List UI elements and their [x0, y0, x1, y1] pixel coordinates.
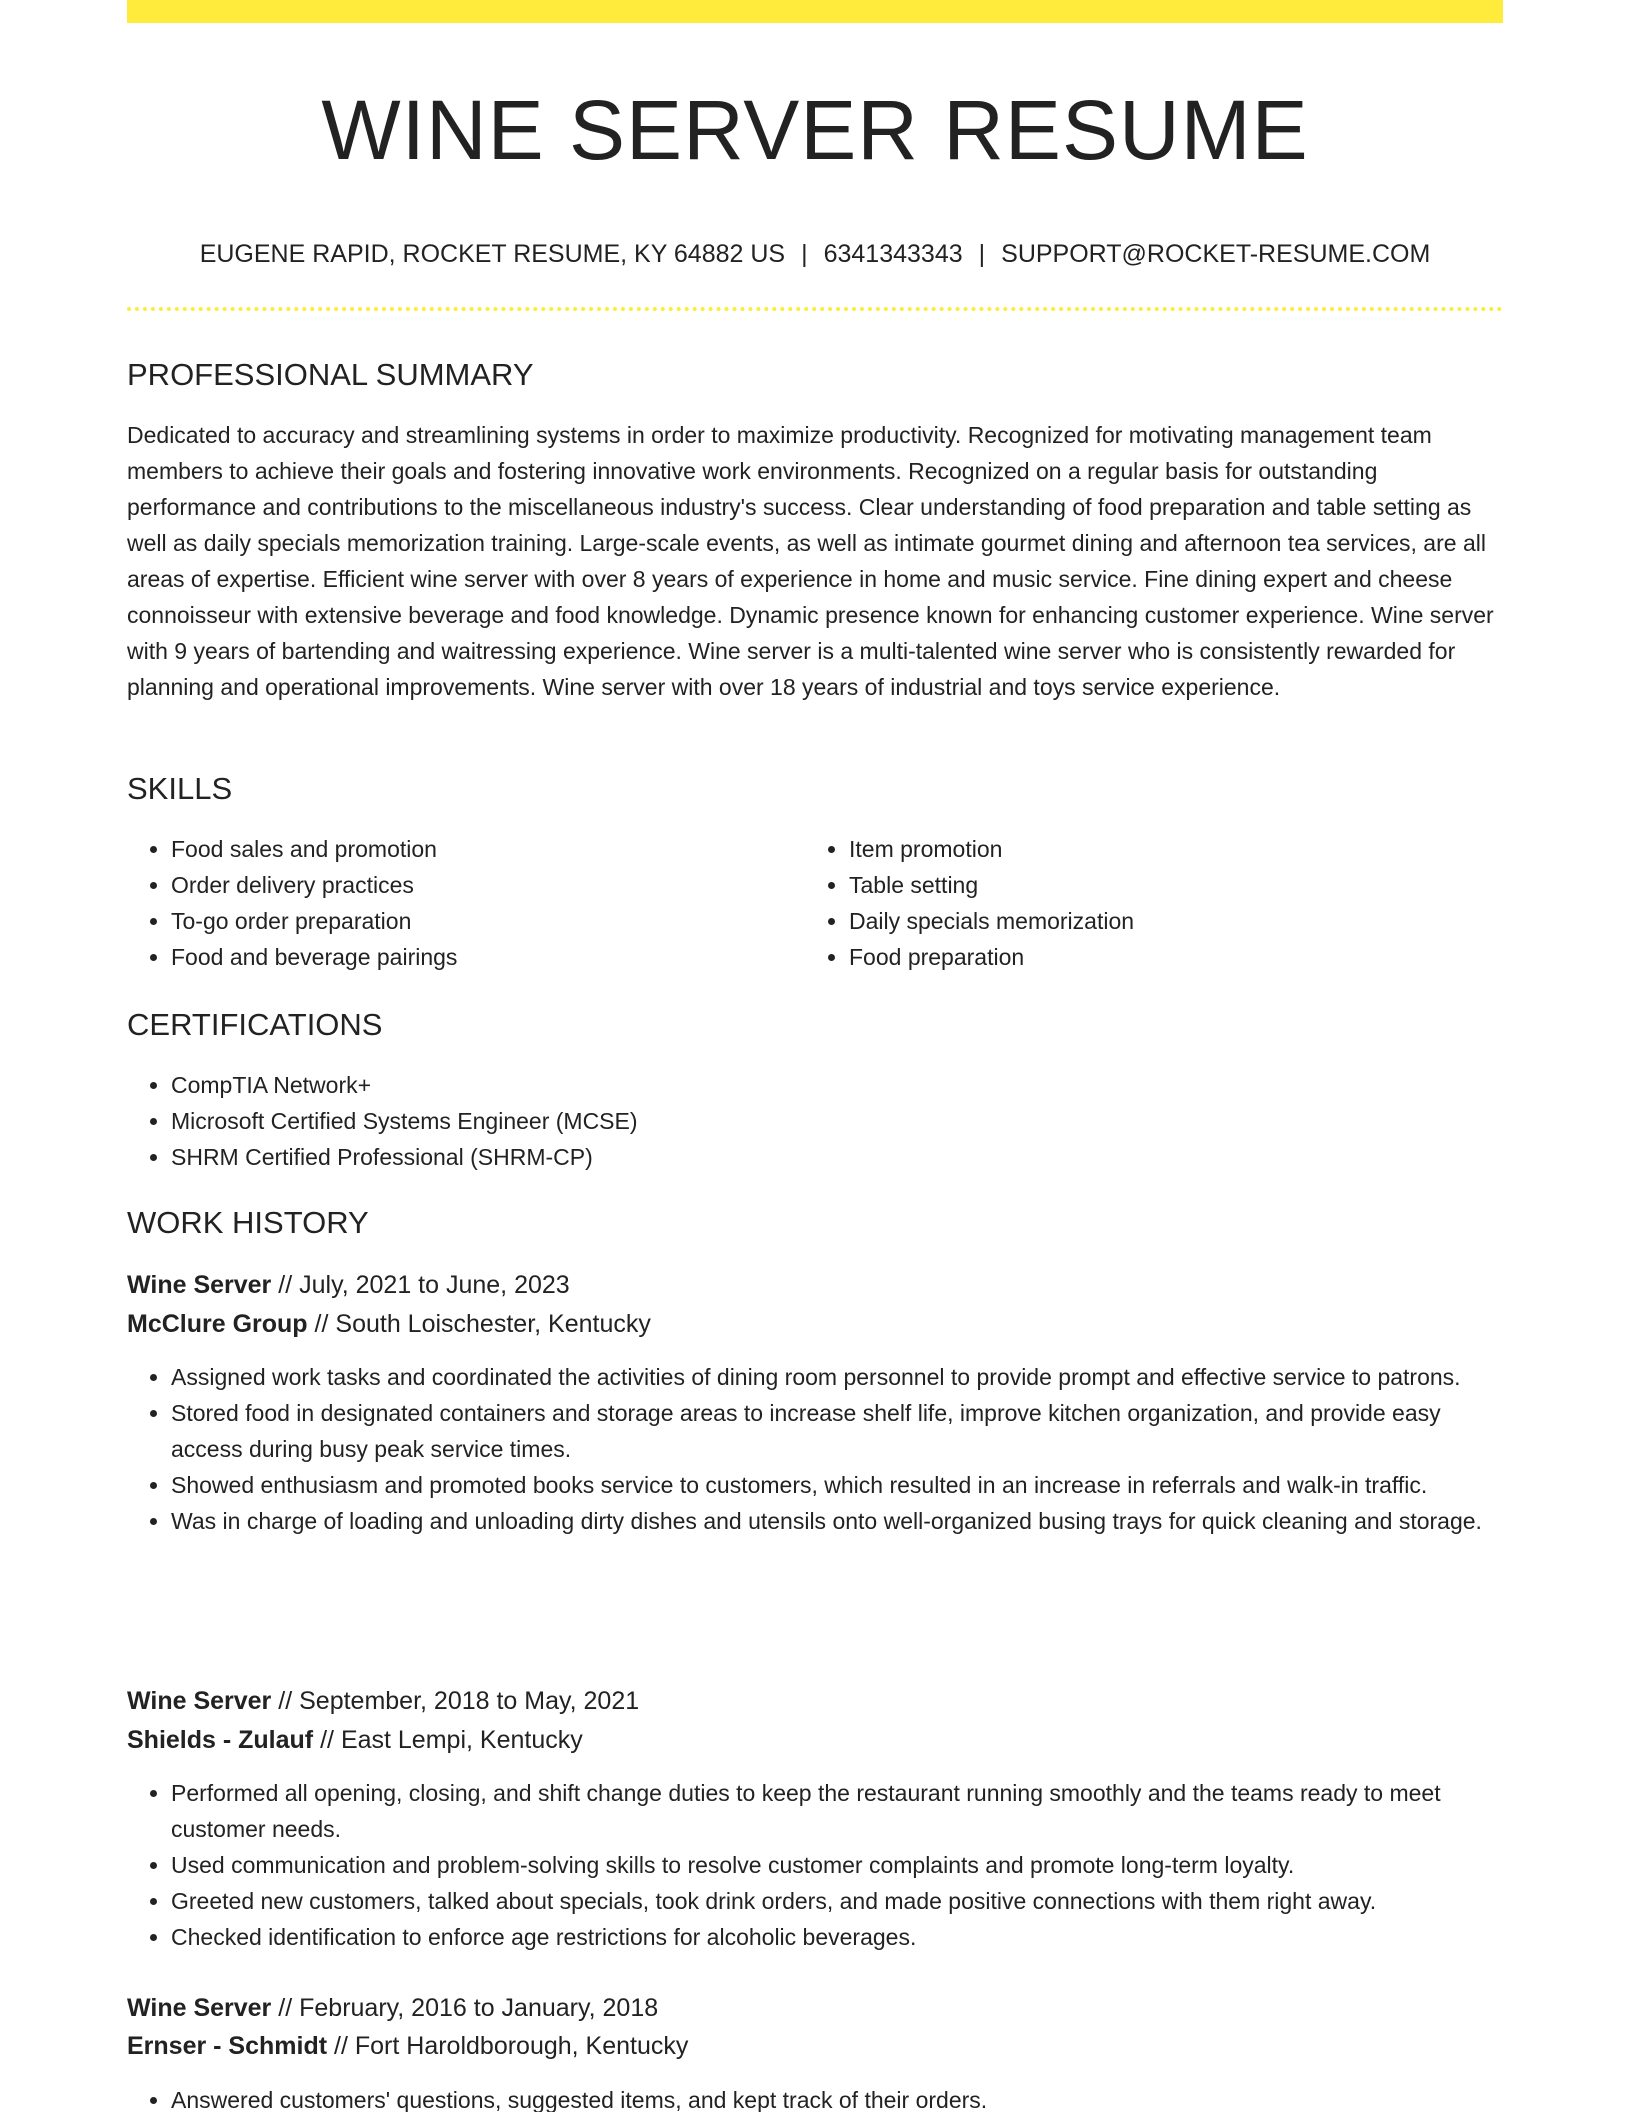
- job-bullet: • Assigned work tasks and coordinated the activities of dining room personnel to provide prompt and effective service to patrons.: [171, 1359, 1503, 1395]
- dotted-divider: [127, 307, 1503, 311]
- job-separator: //: [334, 2032, 348, 2060]
- skill-item: • Table setting: [849, 867, 1499, 903]
- skill-item: • Daily specials memorization: [849, 903, 1499, 939]
- work-history-heading: WORK HISTORY: [127, 1205, 369, 1240]
- summary-heading: PROFESSIONAL SUMMARY: [127, 357, 534, 392]
- certifications-list: [127, 1067, 1503, 1175]
- skill-item: • Order delivery practices: [171, 867, 801, 903]
- job-dates: July, 2021 to June, 2023: [299, 1271, 570, 1299]
- job-dates: February, 2016 to January, 2018: [299, 1994, 659, 2022]
- contact-phone: 6341343343: [823, 240, 963, 268]
- job-separator: //: [320, 1726, 334, 1754]
- job-title: Wine Server: [127, 1271, 272, 1299]
- job-title-line: [127, 1267, 570, 1303]
- resume-title: WINE SERVER RESUME: [321, 83, 1309, 177]
- contact-separator: |: [978, 240, 986, 268]
- job-bullet: • Answered customers' questions, suggested items, and kept track of their orders.: [171, 2082, 1503, 2112]
- job-title-line: [127, 1990, 658, 2026]
- skills-list-left: [127, 831, 801, 975]
- job-bullets: [127, 1359, 1503, 1539]
- skills-list-right: [805, 831, 1499, 975]
- skill-item: • Item promotion: [849, 831, 1499, 867]
- job-company: Shields - Zulauf: [127, 1726, 314, 1754]
- summary-text: Dedicated to accuracy and streamlining systems in order to maximize productivity. Recognized for motivating management team members to achieve their goals and fostering innovative work environments. Recognized on a regular basis for outstanding performance and contributions to the miscellaneous industry's success. Clear understanding of food preparation and table setting as well as daily specials memorization training. Large-scale events, as well as intimate gourmet dining and afternoon tea services, are all areas of expertise. Efficient wine server with over 8 years of experience in home and music service. Fine dining expert and cheese connoisseur with extensive beverage and food knowledge. Dynamic presence known for enhancing customer experience. Wine server with 9 years of bartending and waitressing experience. Wine server is a multi-talented wine server who is consistently rewarded for planning and operational improvements. Wine server with over 18 years of industrial and toys service experience.: [127, 422, 1494, 700]
- job-location: Fort Haroldborough, Kentucky: [354, 2032, 689, 2060]
- job-bullet: • Stored food in designated containers and storage areas to increase shelf life, improve kitchen organization, and provide easy access during busy peak service times.: [171, 1395, 1503, 1467]
- skill-item: • To-go order preparation: [171, 903, 801, 939]
- job-dates: September, 2018 to May, 2021: [299, 1687, 640, 1715]
- contact-line: [127, 238, 1503, 270]
- certification-item: • Microsoft Certified Systems Engineer (MCSE): [171, 1103, 1503, 1139]
- job-bullet: • Was in charge of loading and unloading dirty dishes and utensils onto well-organized busing trays for quick cleaning and storage.: [171, 1503, 1503, 1539]
- job-company-line: [127, 2028, 688, 2064]
- contact-address: EUGENE RAPID, ROCKET RESUME, KY 64882 US: [199, 240, 786, 268]
- job-title: Wine Server: [127, 1994, 272, 2022]
- contact-email: SUPPORT@ROCKET-RESUME.COM: [1001, 240, 1431, 268]
- job-bullets: [127, 1775, 1503, 1955]
- job-company-line: [127, 1722, 583, 1758]
- certification-item: • SHRM Certified Professional (SHRM-CP): [171, 1139, 1503, 1175]
- job-bullets: [127, 2082, 1503, 2112]
- job-bullet: • Checked identification to enforce age restrictions for alcoholic beverages.: [171, 1919, 1503, 1955]
- accent-top-bar: [127, 0, 1503, 23]
- certification-item: • CompTIA Network+: [171, 1067, 1503, 1103]
- job-bullet: • Greeted new customers, talked about specials, took drink orders, and made positive connections with them right away.: [171, 1883, 1503, 1919]
- job-bullet: • Used communication and problem-solving skills to resolve customer complaints and promote long-term loyalty.: [171, 1847, 1503, 1883]
- skill-item: • Food preparation: [849, 939, 1499, 975]
- job-company: Ernser - Schmidt: [127, 2032, 328, 2060]
- job-separator: //: [278, 1687, 293, 1715]
- job-bullet: • Performed all opening, closing, and shift change duties to keep the restaurant running smoothly and the teams ready to meet customer needs.: [171, 1775, 1503, 1847]
- job-title-line: [127, 1683, 639, 1719]
- contact-separator: |: [801, 240, 808, 268]
- skills-heading: SKILLS: [127, 771, 233, 806]
- job-location: South Loischester, Kentucky: [335, 1310, 651, 1338]
- job-bullet: • Showed enthusiasm and promoted books service to customers, which resulted in an increase in referrals and walk-in traffic.: [171, 1467, 1503, 1503]
- job-separator: //: [314, 1310, 329, 1338]
- job-separator: //: [278, 1994, 293, 2022]
- skill-item: • Food sales and promotion: [171, 831, 801, 867]
- job-company-line: [127, 1306, 651, 1342]
- job-title: Wine Server: [127, 1687, 272, 1715]
- certifications-heading: CERTIFICATIONS: [127, 1007, 383, 1042]
- skill-item: • Food and beverage pairings: [171, 939, 801, 975]
- job-separator: //: [278, 1271, 293, 1299]
- job-company: McClure Group: [127, 1310, 308, 1338]
- job-location: East Lempi, Kentucky: [340, 1726, 583, 1754]
